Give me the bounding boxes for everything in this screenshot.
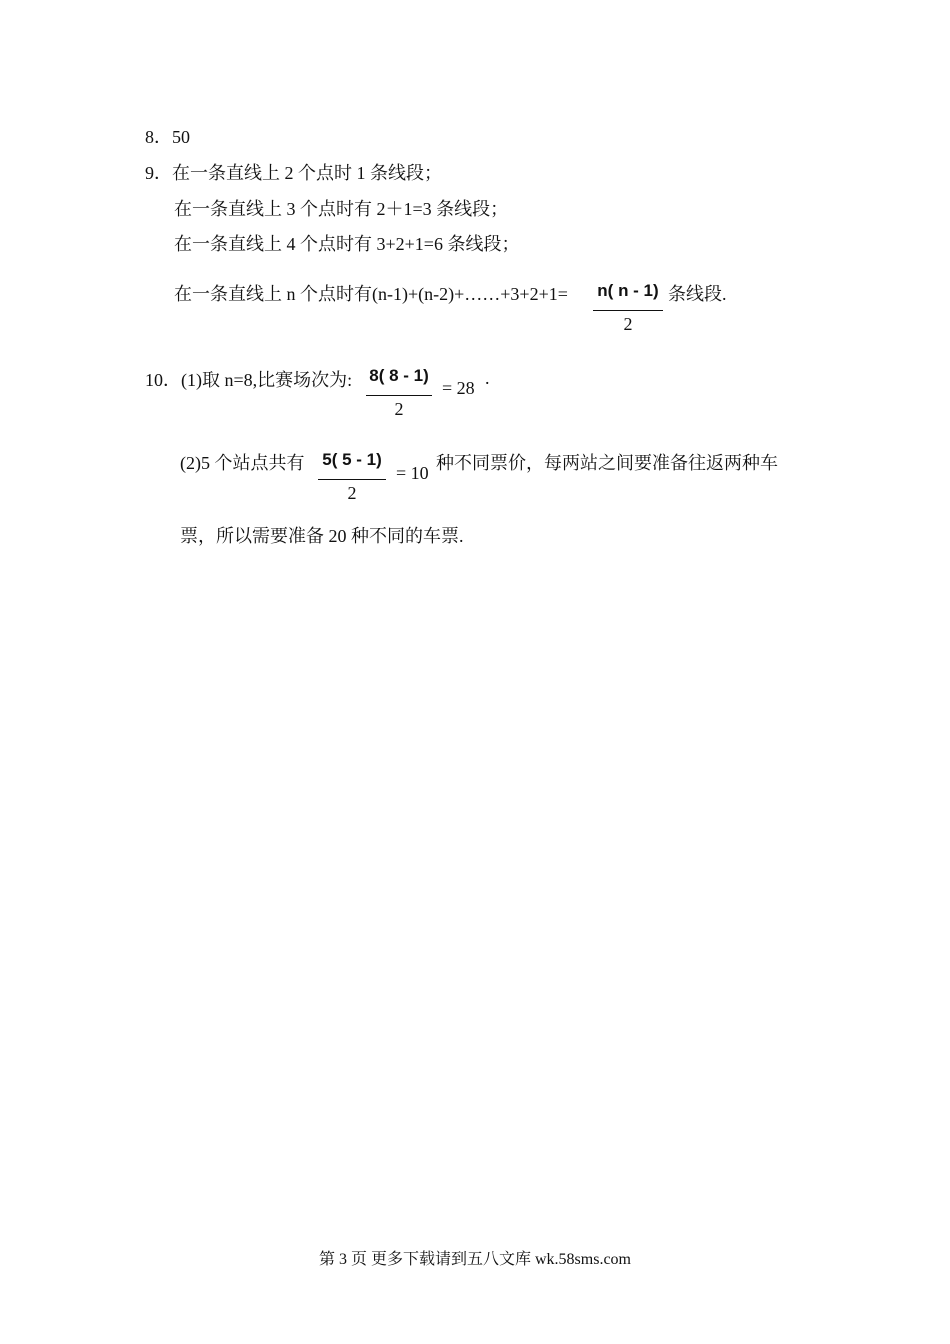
answer-10-part-1-period: . xyxy=(485,368,490,388)
fraction-n-n-minus-1-over-2 xyxy=(593,281,663,335)
fraction-8-times-7-over-2 xyxy=(366,366,432,420)
answer-10-part-1-result: = 28 xyxy=(442,378,475,398)
fraction-bar xyxy=(593,310,663,311)
answer-10-part-2-prefix: (2)5 个站点共有 xyxy=(180,453,305,473)
answer-10-part-1-prefix: 10．(1)取 n=8,比赛场次为: xyxy=(145,370,353,390)
answer-9-line-4-suffix: 条线段. xyxy=(668,284,727,304)
answer-9-line-2: 在一条直线上 3 个点时有 2＋1=3 条线段； xyxy=(174,199,509,219)
fraction-numerator: n( n - 1) xyxy=(597,281,659,300)
fraction-denominator: 2 xyxy=(347,483,357,503)
answer-10-part-2-result: = 10 xyxy=(396,463,429,483)
fraction-5-times-4-over-2 xyxy=(318,450,386,504)
answer-9-line-1: 9．在一条直线上 2 个点时 1 条线段； xyxy=(145,163,442,183)
answer-10-part-2-line-2: 票，所以需要准备 20 种不同的车票. xyxy=(180,526,464,546)
fraction-denominator: 2 xyxy=(394,399,404,419)
fraction-bar xyxy=(366,395,432,396)
page-footer: 第 3 页 更多下载请到五八文库 wk.58sms.com xyxy=(318,1251,631,1268)
answer-9-line-3: 在一条直线上 4 个点时有 3+2+1=6 条线段； xyxy=(174,234,520,254)
fraction-numerator: 8( 8 - 1) xyxy=(369,366,429,385)
fraction-denominator: 2 xyxy=(623,314,633,334)
answer-8: 8．50 xyxy=(145,127,190,147)
answer-10-part-2-suffix: 种不同票价，每两站之间要准备往返两种车 xyxy=(436,453,778,473)
fraction-numerator: 5( 5 - 1) xyxy=(322,450,382,469)
answer-9-line-4-prefix: 在一条直线上 n 个点时有(n-1)+(n-2)+……+3+2+1= xyxy=(174,284,568,304)
fraction-bar xyxy=(318,479,386,480)
